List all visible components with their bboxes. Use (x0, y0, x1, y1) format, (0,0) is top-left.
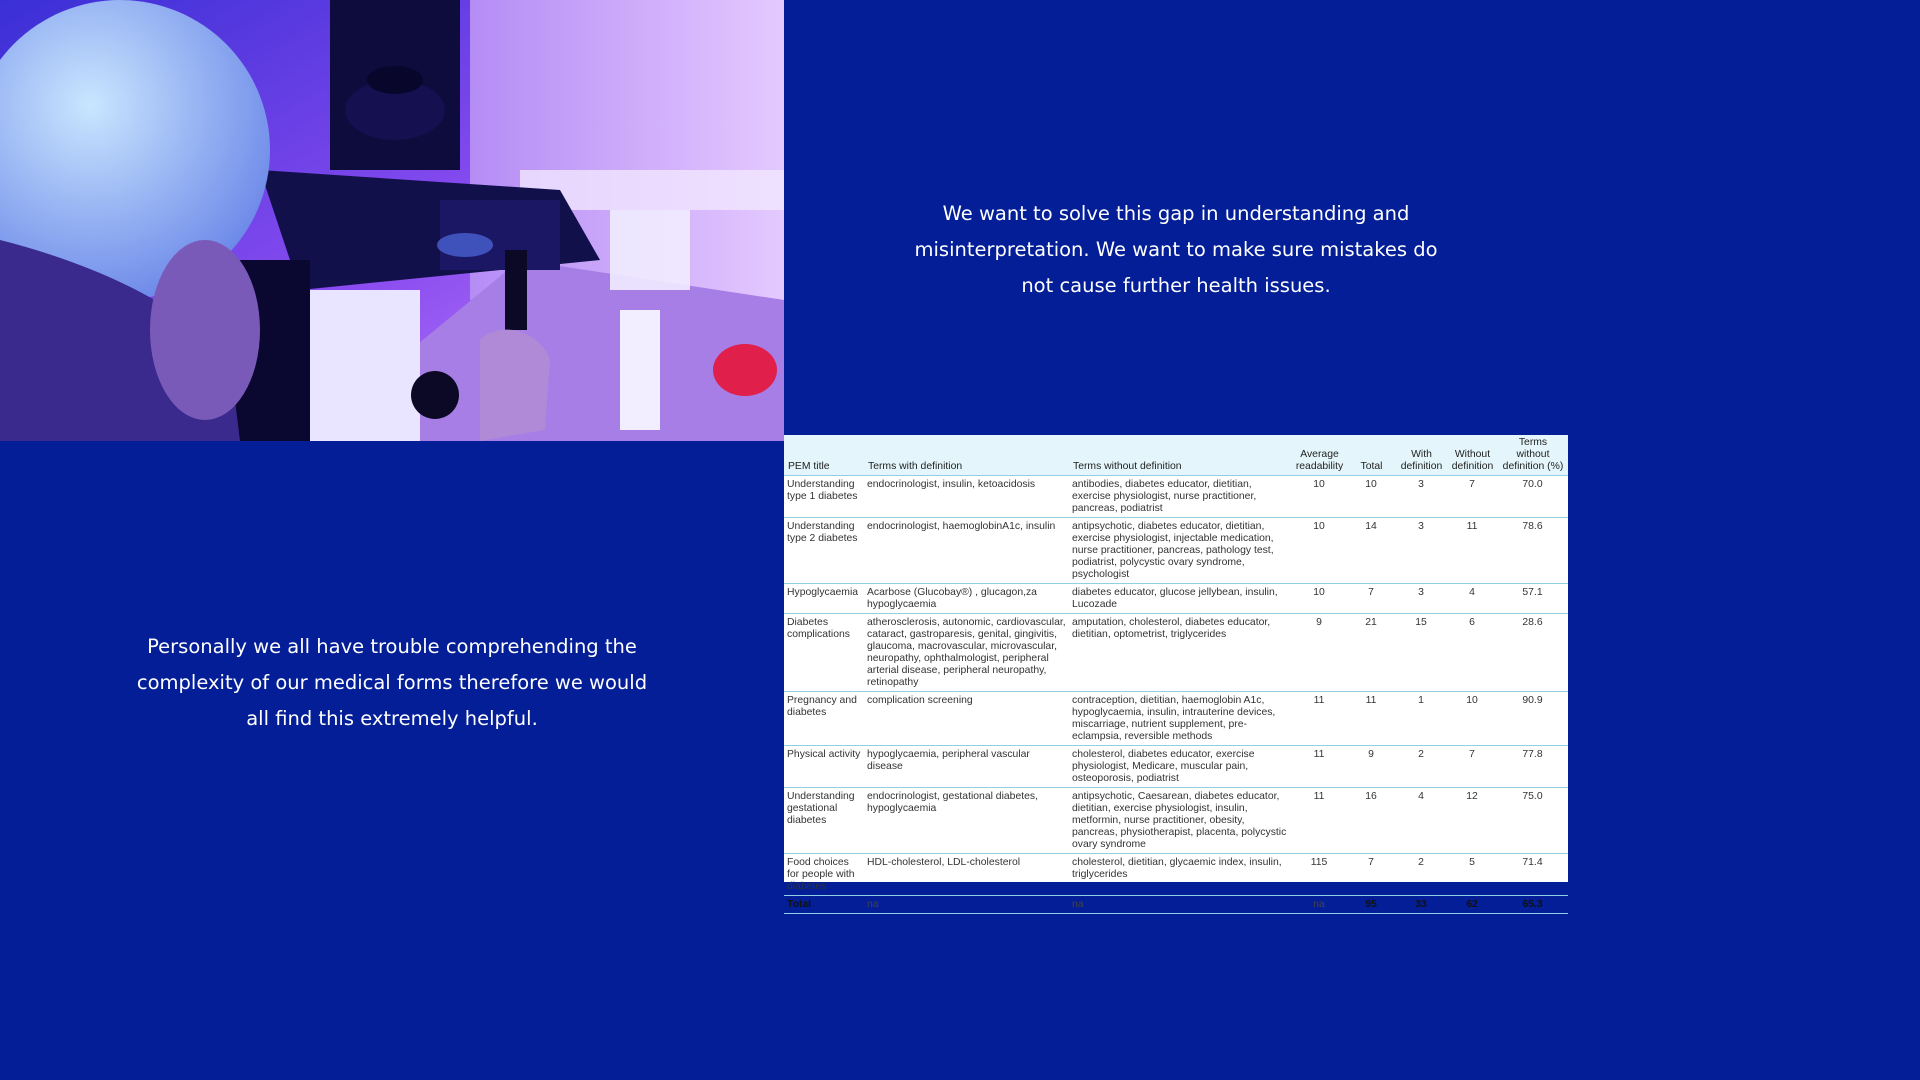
cell-title: Diabetes complications (784, 614, 864, 692)
total-readability: na (1291, 896, 1347, 914)
cell-total: 16 (1347, 788, 1395, 854)
cell-without: cholesterol, dietitian, glycaemic index, insulin, triglycerides (1069, 854, 1291, 896)
cell-n-with: 4 (1395, 788, 1447, 854)
header-average-readability: Average readability (1291, 435, 1347, 476)
cell-n-without: 12 (1447, 788, 1497, 854)
header-total: Total (1347, 435, 1395, 476)
cell-pct: 90.9 (1497, 692, 1568, 746)
cell-n-with: 2 (1395, 854, 1447, 896)
cell-with: complication screening (864, 692, 1069, 746)
table-total-row (784, 896, 1568, 914)
table-row (784, 476, 1568, 518)
cell-with: hypoglycaemia, peripheral vascular disease (864, 746, 1069, 788)
table-row (784, 614, 1568, 692)
cell-pct: 77.8 (1497, 746, 1568, 788)
cell-n-without: 7 (1447, 476, 1497, 518)
table-row (784, 746, 1568, 788)
table-header-row (784, 435, 1568, 476)
cell-n-with: 2 (1395, 746, 1447, 788)
cell-without: diabetes educator, glucose jellybean, insulin, Lucozade (1069, 584, 1291, 614)
cell-pct: 28.6 (1497, 614, 1568, 692)
cell-title: Understanding type 2 diabetes (784, 518, 864, 584)
lab-photo (0, 0, 784, 441)
quote-panel-bottom (0, 441, 784, 882)
header-terms-with-definition: Terms with definition (864, 435, 1069, 476)
cell-readability: 10 (1291, 584, 1347, 614)
table-row (784, 584, 1568, 614)
cell-total: 21 (1347, 614, 1395, 692)
total-with: na (864, 896, 1069, 914)
cell-without: antibodies, diabetes educator, dietitian, exercise physiologist, nurse practitioner, pancreas, podiatrist (1069, 476, 1291, 518)
cell-pct: 71.4 (1497, 854, 1568, 896)
cell-with: endocrinologist, insulin, ketoacidosis (864, 476, 1069, 518)
cell-with: HDL-cholesterol, LDL-cholesterol (864, 854, 1069, 896)
cell-total: 7 (1347, 854, 1395, 896)
table-row (784, 854, 1568, 896)
cell-without: antipsychotic, Caesarean, diabetes educator, dietitian, exercise physiologist, insulin, metformin, nurse practitioner, obesity, pancreas, physiotherapist, placenta, polycystic ovary syndrome (1069, 788, 1291, 854)
quote-panel-top (784, 0, 1568, 441)
cell-n-with: 1 (1395, 692, 1447, 746)
cell-n-without: 4 (1447, 584, 1497, 614)
total-title: Total (784, 896, 864, 914)
cell-n-without: 7 (1447, 746, 1497, 788)
cell-readability: 115 (1291, 854, 1347, 896)
cell-title: Understanding type 1 diabetes (784, 476, 864, 518)
total-without: na (1069, 896, 1291, 914)
cell-n-without: 10 (1447, 692, 1497, 746)
cell-without: amputation, cholesterol, diabetes educator, dietitian, optometrist, triglycerides (1069, 614, 1291, 692)
cell-n-without: 6 (1447, 614, 1497, 692)
cell-n-without: 11 (1447, 518, 1497, 584)
quote-text-gap: We want to solve this gap in understanding and misinterpretation. We want to make sure mistakes do not cause further health issues. (914, 202, 1438, 297)
table-row (784, 788, 1568, 854)
cell-total: 7 (1347, 584, 1395, 614)
cell-title: Pregnancy and diabetes (784, 692, 864, 746)
cell-title: Understanding gestational diabetes (784, 788, 864, 854)
cell-readability: 10 (1291, 476, 1347, 518)
cell-readability: 11 (1291, 788, 1347, 854)
cell-total: 11 (1347, 692, 1395, 746)
total-n-without: 62 (1447, 896, 1497, 914)
table-row (784, 518, 1568, 584)
cell-without: antipsychotic, diabetes educator, dietitian, exercise physiologist, injectable medication, nurse practitioner, pancreas, pathology test, podiatrist, polycystic ovary syndrome, psychologist (1069, 518, 1291, 584)
cell-n-with: 3 (1395, 584, 1447, 614)
cell-total: 9 (1347, 746, 1395, 788)
total-n-with: 33 (1395, 896, 1447, 914)
header-pem-title: PEM title (784, 435, 864, 476)
quote-text-helpful: Personally we all have trouble comprehending the complexity of our medical forms therefore we would all find this extremely helpful. (136, 635, 648, 730)
cell-pct: 57.1 (1497, 584, 1568, 614)
cell-title: Physical activity (784, 746, 864, 788)
cell-without: contraception, dietitian, haemoglobin A1c, hypoglycaemia, insulin, intrauterine devices, miscarriage, nutrient supplement, pre-eclampsia, reversible methods (1069, 692, 1291, 746)
cell-with: Acarbose (Glucobay®) , glucagon,za hypoglycaemia (864, 584, 1069, 614)
cell-readability: 11 (1291, 692, 1347, 746)
header-without-definition: Without definition (1447, 435, 1497, 476)
cell-total: 14 (1347, 518, 1395, 584)
cell-pct: 70.0 (1497, 476, 1568, 518)
cell-n-with: 3 (1395, 518, 1447, 584)
cell-n-with: 15 (1395, 614, 1447, 692)
cell-pct: 78.6 (1497, 518, 1568, 584)
header-with-definition: With definition (1395, 435, 1447, 476)
pem-table-panel (784, 437, 1568, 910)
total-total: 95 (1347, 896, 1395, 914)
cell-title: Food choices for people with diabetes (784, 854, 864, 896)
cell-with: endocrinologist, gestational diabetes, hypoglycaemia (864, 788, 1069, 854)
pem-terms-table (784, 435, 1568, 914)
cell-without: cholesterol, diabetes educator, exercise physiologist, Medicare, muscular pain, osteoporosis, podiatrist (1069, 746, 1291, 788)
cell-n-with: 3 (1395, 476, 1447, 518)
cell-readability: 9 (1291, 614, 1347, 692)
cell-total: 10 (1347, 476, 1395, 518)
cell-with: atherosclerosis, autonomic, cardiovascular, cataract, gastroparesis, genital, gingivitis, glaucoma, macrovascular, microvascular, neuropathy, ophthalmologist, peripheral arterial disease, peripheral neuropathy, retinopathy (864, 614, 1069, 692)
table-row (784, 692, 1568, 746)
cell-title: Hypoglycaemia (784, 584, 864, 614)
cell-readability: 10 (1291, 518, 1347, 584)
cell-n-without: 5 (1447, 854, 1497, 896)
header-pct-without-definition: Terms without definition (%) (1497, 435, 1568, 476)
header-terms-without-definition: Terms without definition (1069, 435, 1291, 476)
cell-with: endocrinologist, haemoglobinA1c, insulin (864, 518, 1069, 584)
cell-readability: 11 (1291, 746, 1347, 788)
cell-pct: 75.0 (1497, 788, 1568, 854)
total-pct: 65.3 (1497, 896, 1568, 914)
lab-microscope-photo (0, 0, 784, 441)
